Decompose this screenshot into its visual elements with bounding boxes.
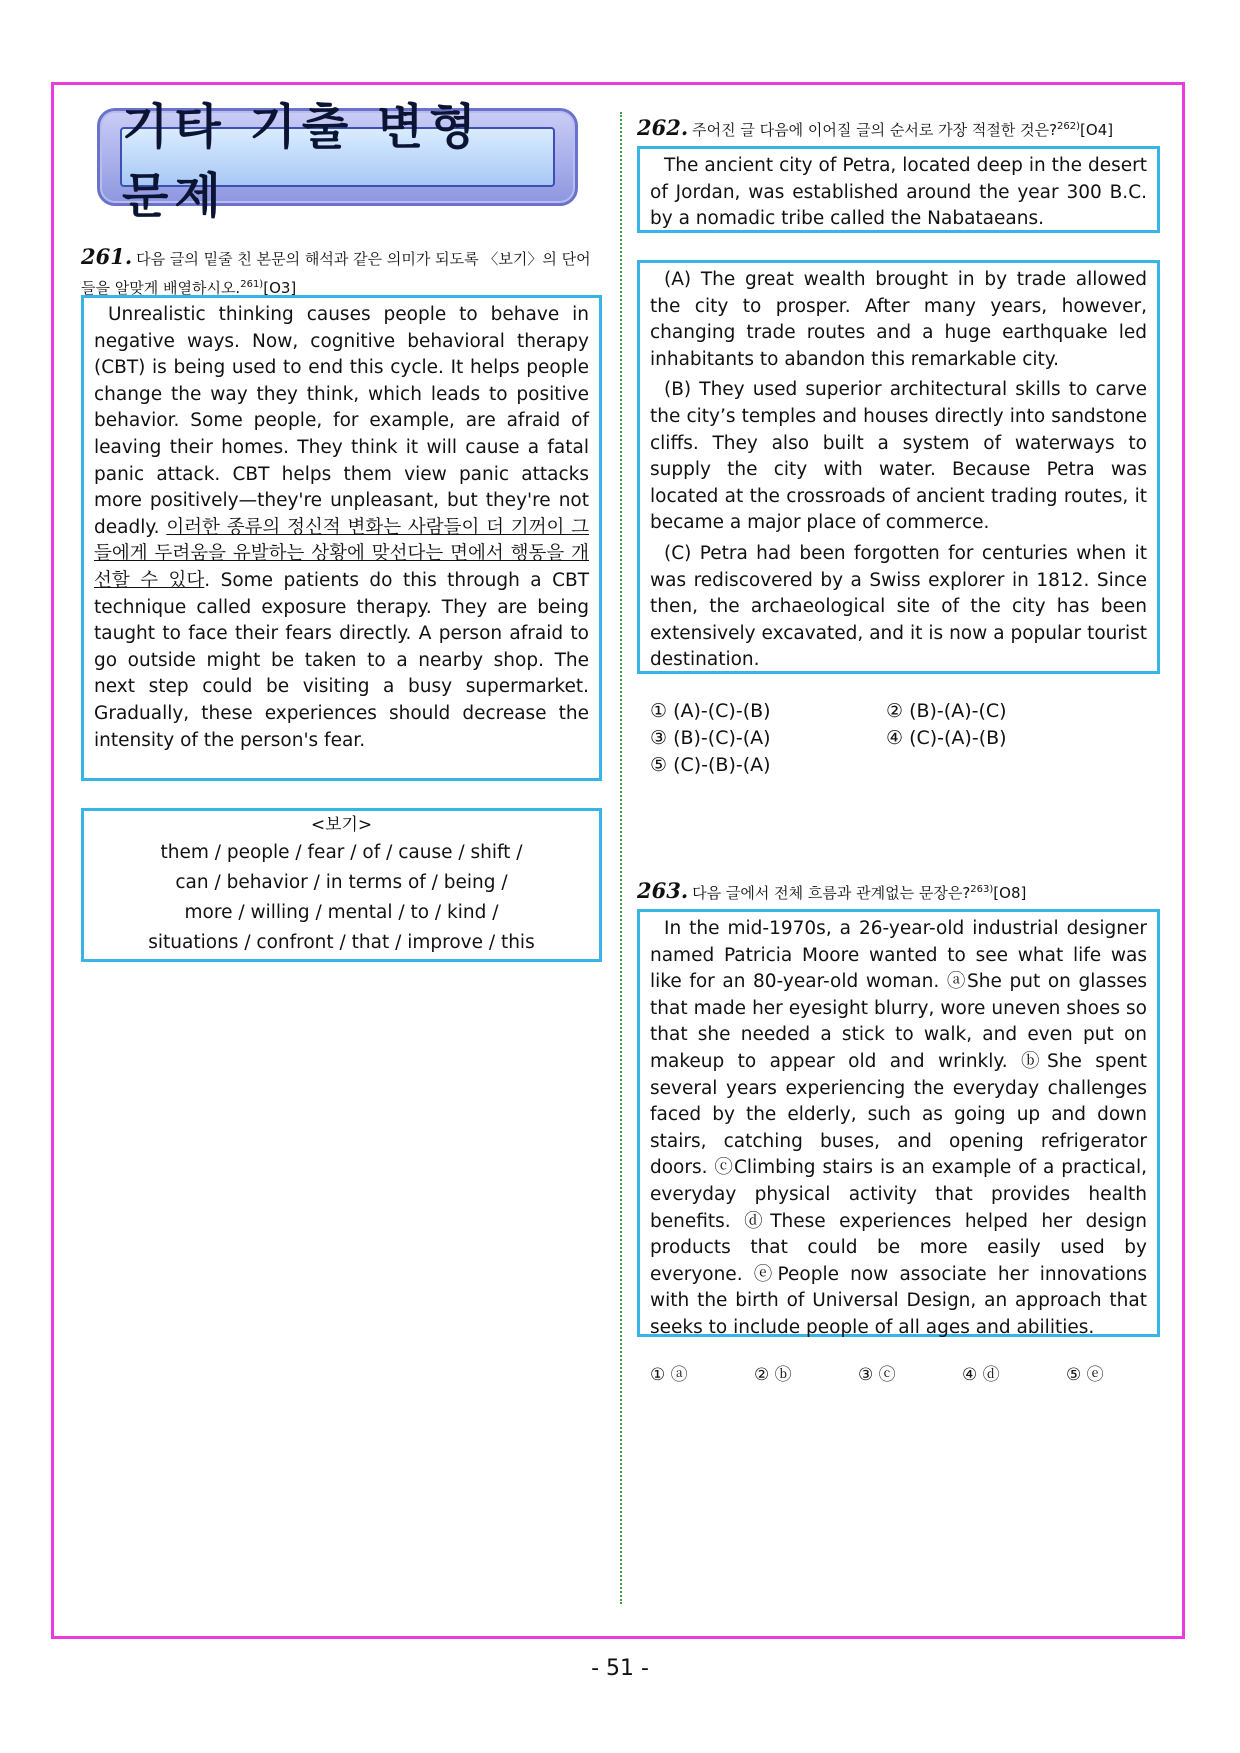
q262-given-box xyxy=(637,146,1160,233)
q261-bogi-line: can / behavior / in terms of / being / xyxy=(175,872,508,893)
q261-bogi-line: situations / confront / that / improve / this xyxy=(148,932,535,953)
section-banner xyxy=(97,99,578,224)
q261-bogi-title: <보기> xyxy=(310,815,373,835)
q263-option[interactable]: ② ⓑ xyxy=(754,1365,792,1385)
q263-code: [O8] xyxy=(993,884,1027,902)
q262-header xyxy=(637,114,1177,143)
q262-ref: 262) xyxy=(1057,121,1081,132)
q263-option[interactable]: ① ⓐ xyxy=(650,1365,688,1385)
q262-options xyxy=(650,698,1170,788)
section-title: 기타 기출 변형 문제 xyxy=(122,99,482,224)
q262-instruction: 주어진 글 다음에 이어질 글의 순서로 가장 적절한 것은? xyxy=(692,121,1058,139)
q263-option[interactable]: ⑤ ⓔ xyxy=(1066,1365,1104,1385)
q263-ref: 263) xyxy=(970,884,994,895)
q262-option[interactable]: ⑤ (C)-(B)-(A) xyxy=(650,754,771,776)
page-number: - 51 - xyxy=(591,1656,649,1681)
q262-option[interactable]: ② (B)-(A)-(C) xyxy=(886,700,1007,722)
q261-passage-underlined: 이러한 종류의 정신적 변화는 사람들이 더 기꺼이 그들에게 두려움을 유발하는 상황에 맞선다는 면에서 행동을 개선할 수 있다 xyxy=(94,516,589,591)
q262-paragraph-b: (B) They used superior architectural skills to carve the city’s temples and houses directly into sandstone cliffs. They also built a system of waterways to supply the city with water. Because Petra was located at the crossroads of ancient trading routes, it became a major place of commerce. xyxy=(650,379,1147,534)
q261-code: [O3] xyxy=(263,279,297,297)
q261-bogi-line: them / people / fear / of / cause / shift / xyxy=(160,842,523,863)
q262-paragraphs-box xyxy=(637,260,1160,674)
q263-passage: In the mid-1970s, a 26-year-old industrial designer named Patricia Moore wanted to see what life was like for an 80-year-old woman. ⓐShe put on glasses that made her eyesight blurry, wore uneven shoes so that she needed a stick to walk, and even put on makeup to appear old and wrinkly. ⓑShe spent several years experiencing the everyday challenges faced by the elderly, such as going up and down stairs, catching buses, and opening refrigerator doors. ⓒClimbing stairs is an example of a practical, everyday physical activity that provides health benefits. ⓓThese experiences helped her design products that could be more easily used by everyone. ⓔPeople now associate her innovations with the birth of Universal Design, an approach that seeks to include people of all ages and abilities. xyxy=(650,918,1147,1338)
q263-instruction: 다음 글에서 전체 흐름과 관계없는 문장은? xyxy=(692,884,971,902)
q261-passage xyxy=(94,302,589,754)
q262-option[interactable]: ④ (C)-(A)-(B) xyxy=(886,727,1007,749)
q261-header xyxy=(81,244,605,301)
column-divider xyxy=(620,112,622,1604)
q261-bogi-line: more / willing / mental / to / kind / xyxy=(184,902,499,923)
q261-passage-box xyxy=(81,295,602,781)
q263-option[interactable]: ④ ⓓ xyxy=(962,1365,1000,1385)
q263-options xyxy=(650,1362,1170,1392)
q262-option[interactable]: ① (A)-(C)-(B) xyxy=(650,700,771,722)
q261-ref: 261) xyxy=(240,279,264,290)
q263-passage-box xyxy=(637,909,1160,1337)
q261-passage-after: . Some patients do this through a CBT technique called exposure therapy. They are being taught to face their fears directly. A person afraid to go outside might be taken to a nearby shop. The next step could be visiting a busy supermarket. Gradually, these experiences should decrease the intensity of the person's fear. xyxy=(94,569,589,751)
q261-instruction: 다음 글의 밑줄 친 본문의 해석과 같은 의미가 되도록 〈보기〉의 단어들을 알맞게 배열하시오. xyxy=(81,250,591,297)
q261-passage-before: Unrealistic thinking causes people to behave in negative ways. Now, cognitive behavioral therapy (CBT) is being used to end this cycle. It helps people change the way they think, which leads to positive behavior. Some people, for example, are afraid of leaving their homes. They think it will cause a fatal panic attack. CBT helps them view panic attacks more positively—they're unpleasant, but they're not deadly. xyxy=(94,304,589,538)
q263-header xyxy=(637,877,1177,906)
q261-bogi-box xyxy=(81,808,602,962)
q262-given-text: The ancient city of Petra, located deep in the desert of Jordan, was established around the year 300 B.C. by a nomadic tribe called the Nabataeans. xyxy=(650,155,1147,230)
q262-number: 262. xyxy=(637,115,689,140)
q262-option[interactable]: ③ (B)-(C)-(A) xyxy=(650,727,771,749)
q262-paragraph-c: (C) Petra had been forgotten for centuries when it was rediscovered by a Swiss explorer in 1812. Since then, the archaeological site of the city has been extensively excavated, and it is now a popular tourist destination. xyxy=(650,542,1147,671)
q262-code: [O4] xyxy=(1080,121,1114,139)
q263-option[interactable]: ③ ⓒ xyxy=(858,1365,896,1385)
q263-number: 263. xyxy=(637,878,689,903)
section-banner-inner xyxy=(120,99,555,224)
q261-number: 261. xyxy=(81,244,133,269)
q262-paragraph-a: (A) The great wealth brought in by trade allowed the city to prosper. After many years, however, changing trade routes and a huge earthquake led inhabitants to abandon this remarkable city. xyxy=(650,269,1147,370)
